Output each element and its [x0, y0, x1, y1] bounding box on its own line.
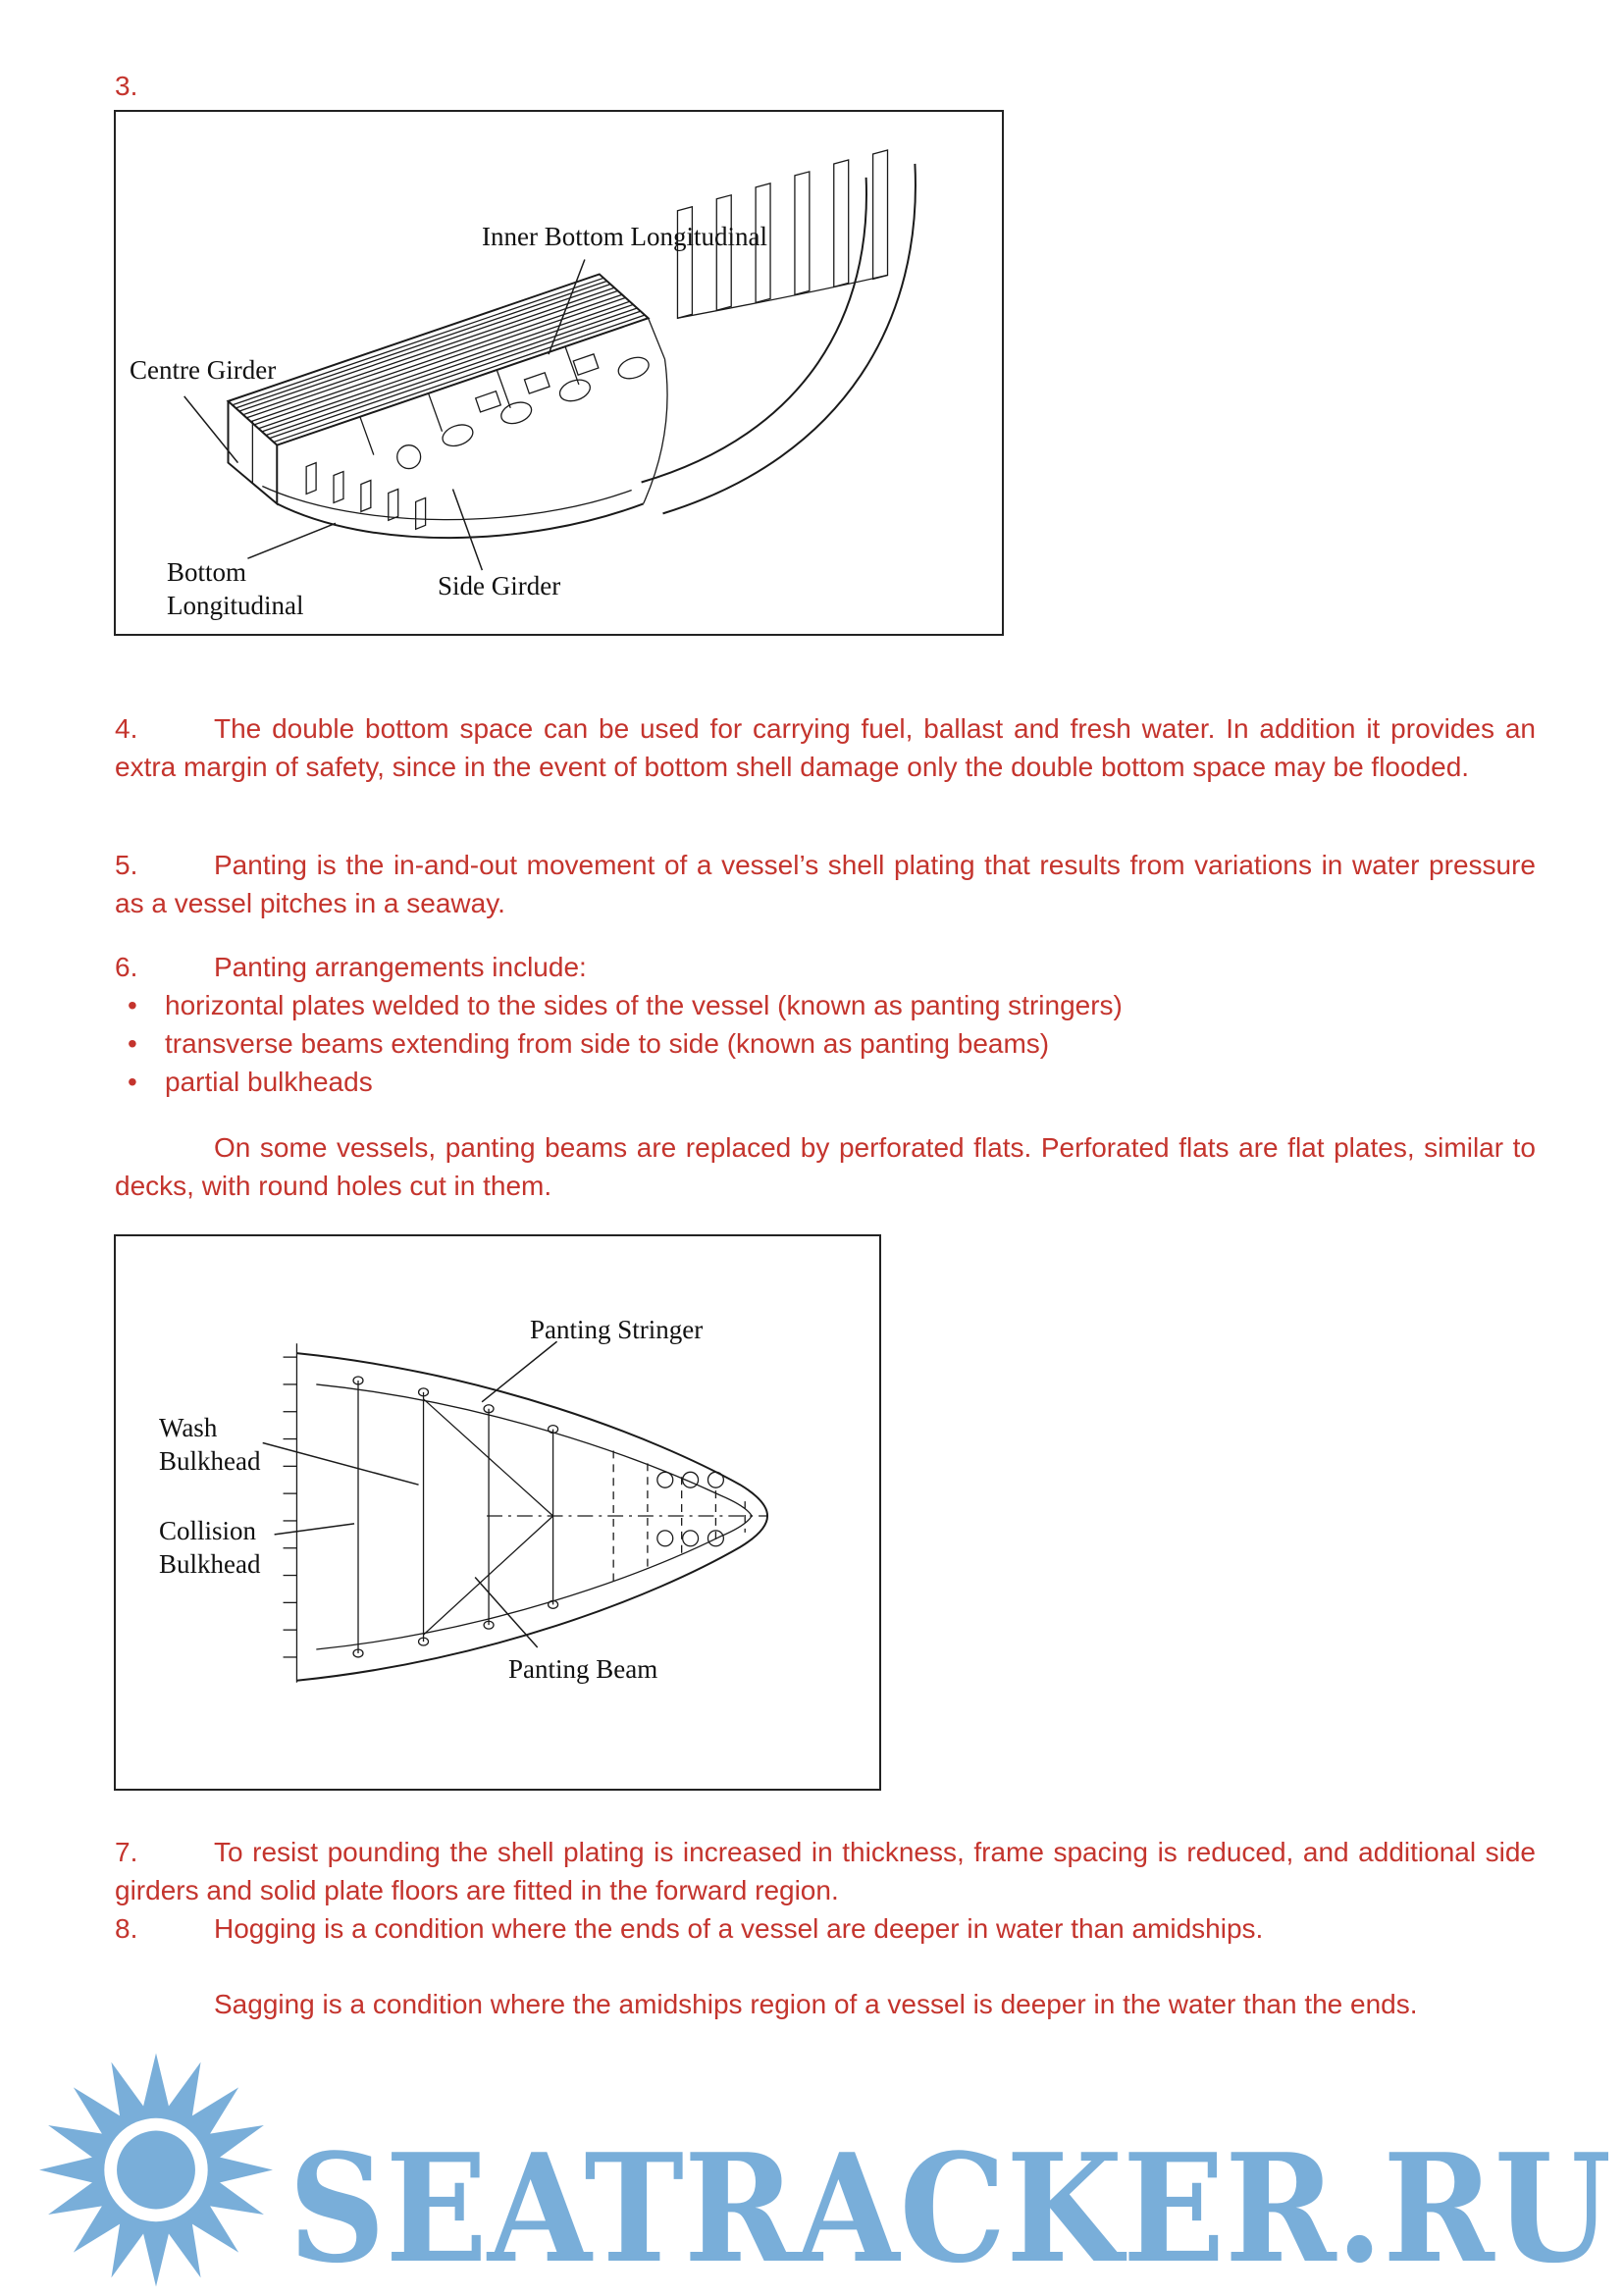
label-inner-bottom-longitudinal: Inner Bottom Longitudinal	[482, 222, 767, 251]
label-centre-girder: Centre Girder	[130, 355, 277, 385]
label-collision-bulkhead-line2: Bulkhead	[159, 1549, 261, 1579]
list-item-text: transverse beams extending from side to side (known as panting beams)	[165, 1028, 1050, 1059]
paragraph-sagging	[115, 1985, 1536, 2023]
label-bottom-longitudinal-line2: Longitudinal	[167, 591, 304, 620]
perforated-flat-holes	[657, 1472, 724, 1545]
paragraph-4-text: The double bottom space can be used for carrying fuel, ballast and fresh water. In addition it provides an extra margin of safety, since in the event of bottom shell damage only the double bottom space may be flooded.	[115, 713, 1536, 782]
diagram2-leader-lines	[263, 1341, 557, 1647]
paragraph-8-text: Hogging is a condition where the ends of a vessel are deeper in water than amidships.	[214, 1913, 1264, 1944]
side-shell	[642, 164, 916, 513]
panting-stringers	[316, 1384, 752, 1649]
list-item	[115, 1063, 1536, 1101]
watermark-text: SEATRACKER.RU	[288, 2131, 1611, 2293]
paragraph-5	[115, 846, 1536, 922]
forward-frames-dashed	[613, 1450, 745, 1583]
label-side-girder: Side Girder	[438, 571, 561, 600]
paragraph-5-text: Panting is the in-and-out movement of a vessel’s shell plating that results from variations in water pressure as a vessel pitches in a seaway.	[115, 850, 1536, 918]
bow-plan-drawing	[116, 1236, 879, 1789]
aft-boundary	[284, 1343, 297, 1683]
list-item-text: partial bulkheads	[165, 1067, 373, 1097]
panting-arrangement-diagram	[114, 1234, 881, 1791]
bullet-icon: •	[128, 1028, 137, 1059]
bottom-longitudinals	[306, 463, 425, 530]
paragraph-6-text: Panting arrangements include:	[214, 952, 587, 982]
item-3-number: 3.	[115, 71, 138, 101]
label-panting-stringer: Panting Stringer	[530, 1315, 704, 1344]
hull-outline	[296, 1353, 767, 1681]
watermark-text-svg	[287, 2131, 1616, 2293]
label-bottom-longitudinal-line1: Bottom	[167, 557, 247, 587]
sun-logo-icon	[14, 2045, 298, 2295]
paragraph-7	[115, 1833, 1536, 1909]
paragraph-sagging-text: Sagging is a condition where the amidships region of a vessel is deeper in the water than the ends.	[214, 1989, 1418, 2019]
label-panting-beam: Panting Beam	[508, 1654, 658, 1684]
label-wash-bulkhead-line1: Wash	[159, 1413, 218, 1442]
list-item-text: horizontal plates welded to the sides of the vessel (known as panting stringers)	[165, 990, 1123, 1020]
paragraph-8	[115, 1909, 1536, 1948]
frames	[353, 1377, 558, 1657]
bullet-icon: •	[128, 1067, 137, 1097]
paragraph-4	[115, 709, 1536, 786]
paragraph-4-number: 4.	[115, 713, 138, 744]
list-item	[115, 1024, 1536, 1063]
centre-girder-plate	[228, 401, 277, 504]
paragraph-8-number: 8.	[115, 1913, 138, 1944]
paragraph-6	[115, 948, 1536, 986]
label-wash-bulkhead-line2: Bulkhead	[159, 1446, 261, 1476]
paragraph-6b-text: On some vessels, panting beams are replaced by perforated flats. Perforated flats are flat plates, similar to decks, with round holes cut in them.	[115, 1132, 1536, 1201]
paragraph-5-number: 5.	[115, 850, 138, 880]
double-bottom-diagram	[114, 110, 1004, 636]
paragraph-6b	[115, 1128, 1536, 1205]
paragraph-6-number: 6.	[115, 952, 138, 982]
paragraph-7-number: 7.	[115, 1837, 138, 1867]
label-collision-bulkhead-line1: Collision	[159, 1516, 257, 1545]
bullet-icon: •	[128, 990, 137, 1020]
paragraph-7-text: To resist pounding the shell plating is increased in thickness, frame spacing is reduced, and additional side girders and solid plate floors are fitted in the forward region.	[115, 1837, 1536, 1905]
panting-arrangements-list	[115, 986, 1536, 1101]
list-item	[115, 986, 1536, 1024]
